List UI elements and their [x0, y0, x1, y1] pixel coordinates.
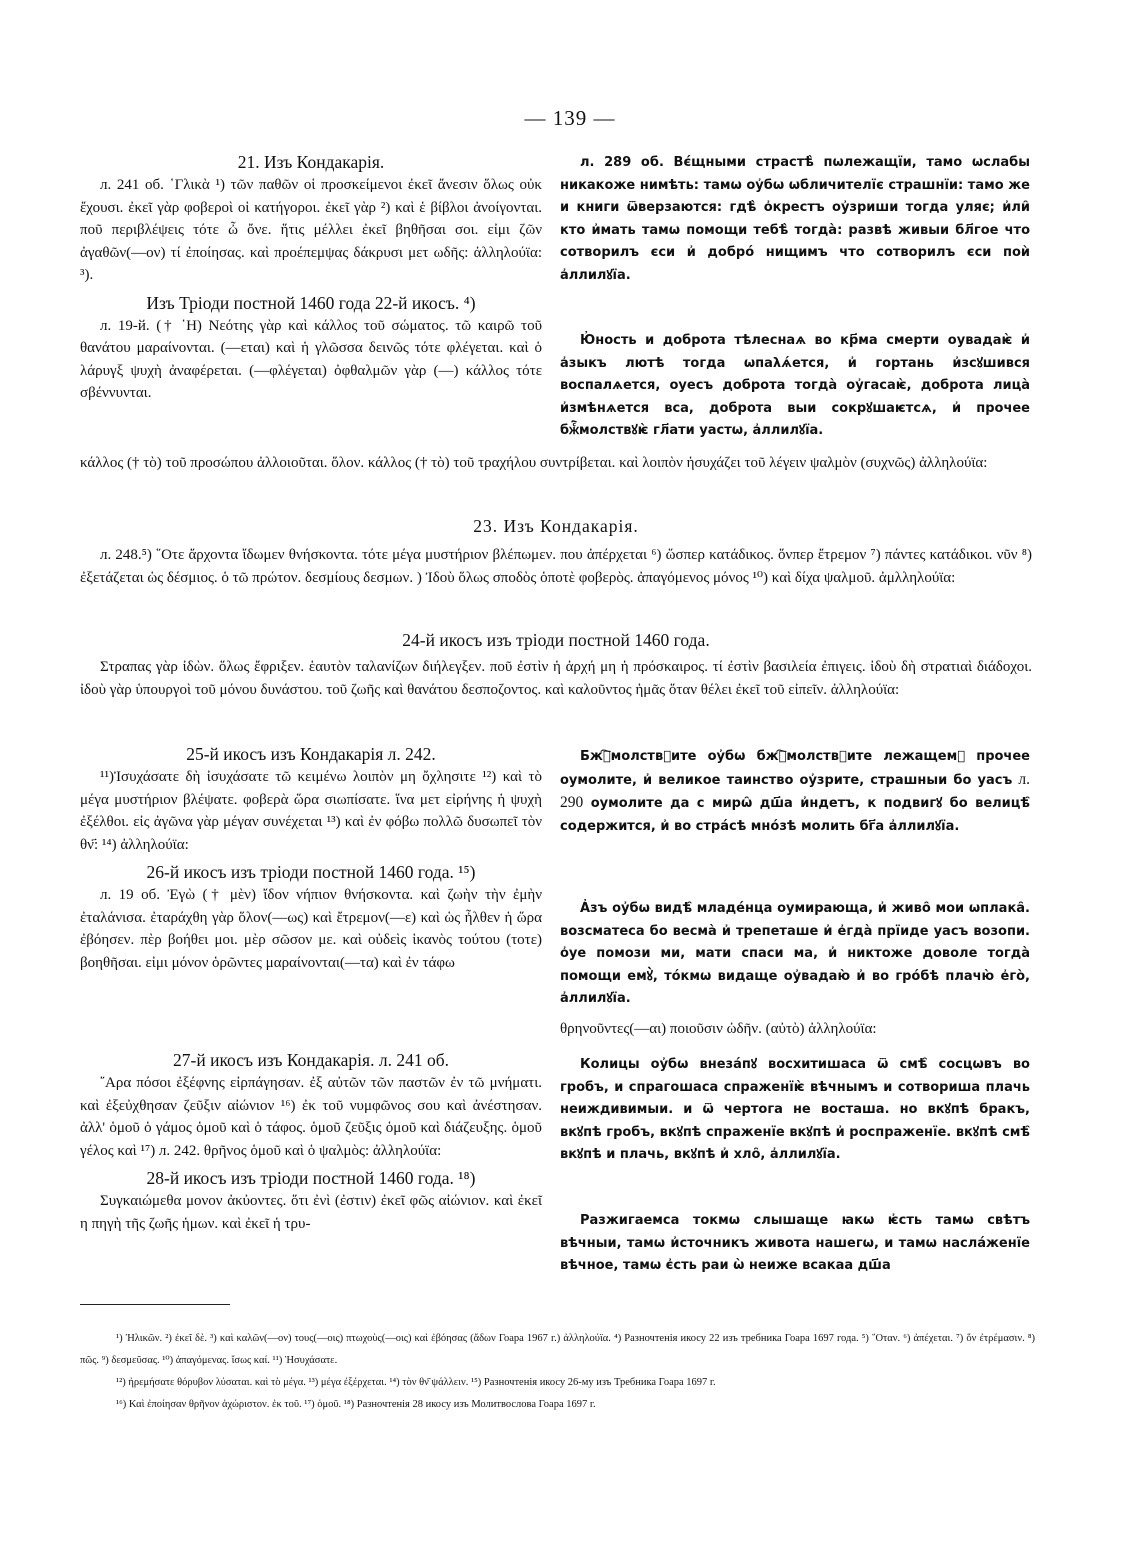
- section-25-heading: 25-й икосъ изъ Кондакарія л. 242.: [186, 744, 436, 764]
- section-27-slavonic-text: Колицы оу҆бѡ внеза́пꙋ восхитишаса ѿ смѣ̑ сосцѡвъ во гробъ, и спрагошаса спраженїѥ̀ вѣчнымъ и сотворишa плачь неиждивимыи. и ѿ чертога не восташа. но вкꙋпѣ бракъ, вкꙋпѣ гробъ, вкꙋпѣ спраженїе вкꙋпѣ и҆ роспраженїе. вкꙋпѣ смѣ̑ вкꙋпѣ и плачь, вкꙋпѣ и҆ хло̑, а҆ллилꙋїа.: [560, 1057, 1030, 1162]
- section-22-slavonic-text: Ю҆ность и доброта тѣлеснаѧ во кр҃ма смерти оувадаѥ̀ и҆ а҆зыкъ лютѣ тогда ѡпаλѧ́ется, и҆ гортань и҆зсꙋшився воспалѧется, оуесъ доброта тогдà оу҆гасаѥ̀, доброта лица̀ и҆змѣнѧется вса, доброта выи сокрꙋшаѥтсѧ, и҆ прочее бжⷭ҇молствꙋѥ̀ гл҃ати уастѡ, а҆ллилꙋїа.: [560, 333, 1030, 438]
- section-26-slavonic-text: А҆зъ оу҆бѡ видѣ̑ младе́нца оумирающа, и҆ живо̑ мои ѡплака̑. возсматеса бо весма̀ и҆ трепеташе и҆ е҆гда̀ прїиде уасъ возопи. о҆уе помози ми, мати спаси ма, и҆ никтоже доволе тогдà помощи емꙋ̀, то́кмѡ видаще оу҆вадаю̀ и҆ во гро́бѣ плачю̀ е҆го̀, а҆ллилꙋїа.: [560, 901, 1030, 1006]
- footnote-rule: [80, 1304, 230, 1305]
- section-26-text: л. 19 об. Ἐγὼ († μὲν) ἴδον νήπιον θνήσκοντα. καὶ ζωὴν τὴν ἐμὴν ἐταλάνισα. ἐταράχθη γὰρ ὅλον(—ως) καὶ ἔτρεμον(—ε) καὶ ὡς ἦλθεν ἡ ὥρα ἐβόησεν. πὲρ βοήθει μοι. μὲρ σῶσον με. καὶ οὐδεὶς ἱκανὸς τούτου (τοτε) βοηθῆσαι. εἰμι μόνον ὁρῶντες μαραίνονται(—τα) καὶ ἐν τάφω: [80, 887, 542, 971]
- section-25-slavonic-text: [560, 746, 1030, 838]
- sections-27-28-greek: [80, 1048, 542, 1235]
- section-25-slavonic-b: оумолите да с мирѡ̑ дш҃а и҆ндетъ, к подвигꙋ бо велицѣ̑ содержится, и҆ во стра́сѣ мно́зѣ молить бг҃а а҆ллилꙋїа.: [560, 796, 1030, 834]
- section-25-text: ¹¹)Ἰσυχάσατε δὴ ἰσυχάσατε τῶ κειμένω λοιπὸν μη ὄχλησιτε ¹²) καὶ τὸ μέγα μυστήριον βλέψατε. φοβερὰ ὥρα σιωπίσατε. ἵνα μετ εἰρήνης ἡ ψυχὴ ἐξέλθοι. εἰς ἀγῶνα γὰρ μέγαν συνέχεται ¹³) καὶ ἐν φόβω πολλῶ δυσωπεῖ τὸν θν҃: ¹⁴) ἀλληλούϊα:: [80, 769, 542, 853]
- section-24-heading: 24-й икосъ изъ тріоди постной 1460 года.: [402, 630, 710, 650]
- footnote-line: ¹²) ἠρεμήσατε θόρυβον λύσαται. καὶ τὸ μέγα. ¹³) μέγα ἐξέρχεται. ¹⁴) τὸν θν҃ ψάλλειν. ¹⁵) Разночтенія икосу 26-му изъ Требника Гоара 1697 г.: [116, 1377, 716, 1388]
- section-21-slavonic: [560, 152, 1030, 287]
- section-23: [80, 514, 1032, 589]
- section-28-slavonic: [560, 1210, 1030, 1278]
- section-21-slavonic-text: л. 289 об. Вє́щными страстѣ̀ пѡлежащїи, тамо ѡслабы никакоже нимѣть: тамѡ оу҆бѡ ѡбличителїє страшнїи: тамо же и книги ѿверзаются: гдѣ̀ о҆крестъ оу҆зриши тогда уляє; и҆ли̑ кто и҆мать тамѡ помощи тебѣ̀ тогдà: развѣ живыи бл҃гое что сотворилъ єси и҆ добрó нищимъ что сотворилъ єси поѝ а҆ллилꙋїа.: [560, 155, 1030, 283]
- sections-25-26-greek: [80, 742, 542, 974]
- section-24-text: Στραπας γὰρ ἰδὼν. ὅλως ἔφριξεν. ἑαυτὸν ταλανίζων διήλεγξεν. ποῦ ἐστὶν ἡ ἀρχή μη ἡ πρόσκαιρος. τί ἐστὶν βασιλεία ἐπιγεις. ἰδοὺ δὴ στρατιαὶ διάδοχοι. ἰδοὺ γὰρ ὑπουργοὶ τοῦ μόνου δυνάστου. τοῦ ζωῆς καὶ θανάτου δεσποζοντος. καὶ καλοῦντος ἡμᾶς ὅταν θέλει ἐκεῖ τοῦ εἰπεῖν. ἀλληλούϊα:: [80, 659, 1032, 698]
- section-22-continuation: [80, 452, 1032, 475]
- section-22-heading: Изъ Тріоди постной 1460 года 22-й икосъ. ⁴): [146, 292, 476, 313]
- section-25-slavonic: [560, 746, 1030, 838]
- section-21-greek: [80, 150, 542, 405]
- section-26-slavonic: [560, 898, 1030, 1011]
- footnote-line: ¹) Ἠλικῶν. ²) ἐκεῖ δὲ. ³) καὶ καλῶν(—ον) τους(—οις) πτωχοὺς(—οις) καὶ ἐβόησας (ἄδων Гоара 1967 г.) ἀλληλούϊα. ⁴) Разночтенія икосу 22 изъ требника Гоара 1697 года. ⁵) ῞Οταν. ⁶) ἀπέχεται. ⁷) ὅν ἐτρέμασιν. ⁸) πῶς. ⁹) δεσμεῦσας. ¹⁰) ἀπαγόμενας. ἴσως καί. ¹¹) Ἡσυχάσατε.: [80, 1333, 1035, 1366]
- section-28-text: Συγκαιώμεθα μονον ἀκὐοντες. ὅτι ἐνὶ (ἐστιν) ἐκεῖ φῶς αἰώνιον. καὶ ἐκεῖ η πηγὴ τῆς ζωῆς ἡμων. καὶ ἐκεῖ ἡ τρυ-: [80, 1193, 542, 1232]
- section-28-slavonic-text: Разжигаемса токмѡ слышаще ꙗкѡ ѥ҆сть тамѡ свѣтъ вѣчныи, тамѡ и҆сточникъ живота нашегѡ, и тамѡ насла́женїе вѣчное, тамѡ є҆сть раи ѡ̀ неиже всакаа дш҃а: [560, 1213, 1030, 1273]
- section-22-text: л. 19-й. († ῾Η) Νεότης γὰρ καὶ κάλλος τοῦ σώματος. τῶ καιρῶ τοῦ θανάτου μαραίνονται. (—εται) καὶ ἡ γλῶσσα δεινῶς τότε φλέγεται. καὶ ὁ λάρυγξ ψυχὴ ἀναφέρεται. (—φλέγεται) ὀφθαλμῶν γὰρ (—) κάλλος τότε σβέννυνται.: [80, 317, 542, 401]
- section-21-heading: 21. Изъ Кондакарія.: [237, 152, 385, 172]
- section-26-heading: 26-й икосъ изъ тріоди постной 1460 года. ¹⁵): [146, 862, 476, 882]
- section-21-text: л. 241 об. ῾Γλικὰ ¹) τῶν παθῶν οἱ προσκείμενοι ἐκεῖ ἄνεσιν ὅλως οὐκ ἔχουσι. ἐκεῖ γὰρ φοβεροὶ οἱ κατήγοροι. ἐκεῖ γὰρ ²) καὶ ἑ βίβλοι ἀνοίγονται. ποῦ περιβλέψεις τότε ὦ ὄνε. ἥτις μέλλει ἐκεῖ βηθῆσαι σοι. εἰμι ζῶν ἀγαθῶν(—ον) τί ἐποίησας. καὶ προέπεμψας δάκρυσι μετ ωδῆς: ἀλληλούϊα: ³).: [80, 177, 542, 283]
- section-24: [80, 628, 1032, 701]
- footnotes: [80, 1328, 1035, 1416]
- section-28-heading: 28-й икосъ изъ тріоди постной 1460 года. ¹⁸): [146, 1168, 476, 1188]
- section-23-text: л. 248.⁵) ῞Οτε ἄρχοντα ἴδωμεν θνήσκοντα. τότε μέγα μυστήριον βλέπωμεν. που ἀπέρχεται ⁶) ὥσπερ κατάδικος. ὅνπερ ἔτρεμον ⁷) πάντες κατάδικοι. νῦν ⁸) ἐξετάζεται ὡς δέσμιος. ὁ τῶ πρώτον. δεσμίους δεσμων. ) Ἰδοὺ ὅλως σποδὸς ὁποτὲ φοβερὸς. ἀπαγόμενος μόνος ¹⁰) καὶ δίχα ψαλμοῦ. ἀμλληλούϊα:: [80, 547, 1032, 586]
- section-27-heading: 27-й икосъ изъ Кондакарія. л. 241 об.: [173, 1050, 449, 1070]
- page-number: — 139 —: [524, 106, 616, 130]
- section-27-text: ῎Αρα πόσοι ἐξέφνης εἰρπάγησαν. ἐξ αὐτῶν τῶν παστῶν ἐν τῶ μνήματι. καὶ ἐξεὐχθησαν ζεῦξιν αἰώνιον ¹⁶) ἐκ τοῦ νυμφῶνος σου καὶ ἀνέστησαν. ἀλλ' ὁμοῦ ὁ γάμος ὁμοῦ καὶ ὁ τάφος. ὁμοῦ ζεῦξις ὁμοῦ καὶ διάζευξης. ὁμοῦ γέλος καὶ ¹⁷) л. 242. θρῆνος ὁμοῦ καὶ ὁ ψαλμὸς: ἀλληλούϊα:: [80, 1075, 542, 1159]
- section-22-slavonic: [560, 330, 1030, 443]
- footnote-line: ¹⁶) Καὶ ἐποίησαν θρῆνον ἀχώριστον. ἐκ τοῦ. ¹⁷) ὁμοῦ. ¹⁸) Разночтенія 28 икосу изъ Молитвослова Гоара 1697 г.: [116, 1399, 596, 1410]
- section-23-heading: 23. Изъ Кондакарія.: [473, 516, 639, 536]
- section-25-slavonic-a: Бжⷭ҇молствꙋите оу҆бѡ бжⷭ҇молствꙋите лежащемꙋ прочее оумолите, и҆ великое таинство оу҆зрите, страшныи бо уасъ: [560, 749, 1030, 788]
- section-26-continuation-text: θρηνοῦντες(—αι) ποιοῦσιν ὠδῆν. (αὐτὸ) ἀλληλούϊα:: [560, 1021, 877, 1037]
- section-26-continuation: [560, 1018, 1030, 1041]
- section-25-slavonic-folio: л. 290: [560, 770, 1030, 811]
- section-27-slavonic: [560, 1054, 1030, 1167]
- section-22-full-text: κάλλος († τὸ) τοῦ προσώπου ἀλλοιοῦται. ὅλον. κάλλος († τὸ) τοῦ τραχήλου συντρίβεται. καὶ λοιπὸν ἡσυχάζει τοῦ λέγειν ψαλμὸν (συχνῶς) ἀλληλούϊα:: [80, 455, 988, 471]
